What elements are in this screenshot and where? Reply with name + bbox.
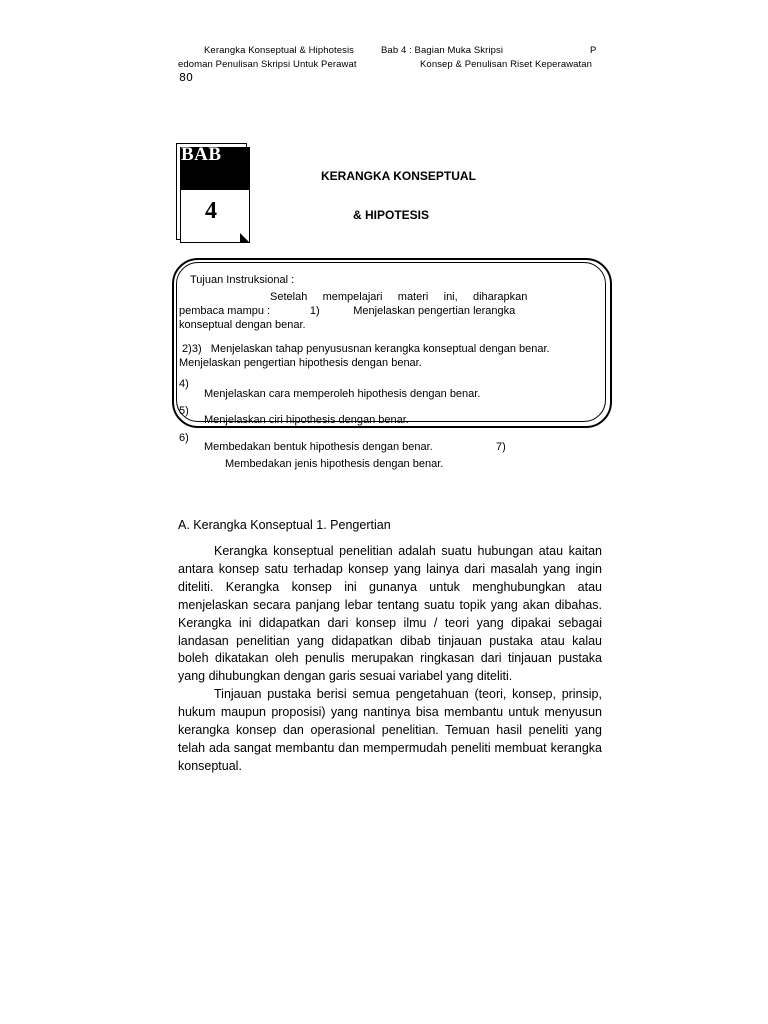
chapter-word: BAB bbox=[181, 144, 222, 165]
chapter-title-line2: & HIPOTESIS bbox=[353, 208, 430, 222]
header-book-subtitle: Konsep & Penulisan Riset Keperawatan bbox=[420, 59, 593, 70]
page-number: 80 bbox=[179, 71, 193, 84]
objective-number-5: 5) bbox=[179, 405, 189, 417]
objective-item-5: Menjelaskan ciri hipothesis dengan benar. bbox=[204, 414, 409, 426]
objective-item-2-3: 2)3) Menjelaskan tahap penyususnan kerangka konseptual dengan benar. bbox=[179, 343, 550, 355]
header-chapter-part: Bab 4 : Bagian Muka Skripsi bbox=[381, 45, 504, 56]
objectives-intro-b: pembaca mampu : 1) Menjelaskan pengertian lerangka bbox=[179, 305, 516, 317]
body-paragraph-1: Kerangka konseptual penelitian adalah suatu hubungan atau kaitan antara konsep satu terhadap konsep yang lainya dari masalah yang ingin diteliti. Kerangka konsep ini gunanya untuk menghubungkan atau menjelaskan secara panjang lebar tentang suatu topik yang akan dibahas. Kerangka ini didapatkan dari konsep ilmu / teori yang dipakai sebagai landasan penelitian yang didapatkan dibab tinjauan pustaka atau kalau boleh dikatakan oleh penulis merupakan ringkasan dari tinjauan pustaka yang dihubungkan dengan garis sesuai variabel yang diteliti. bbox=[178, 544, 602, 684]
objectives-intro-a: Setelah mempelajari materi ini, diharapkan bbox=[270, 291, 528, 303]
chapter-badge-header bbox=[181, 144, 249, 190]
objectives-heading: Tujuan Instruksional : bbox=[190, 274, 295, 286]
chapter-title-line1: KERANGKA KONSEPTUAL bbox=[321, 169, 476, 183]
chapter-number: 4 bbox=[205, 198, 217, 224]
header-book-title: edoman Penulisan Skripsi Untuk Perawat bbox=[178, 59, 357, 70]
objective-item-6: Membedakan bentuk hipothesis dengan benar. bbox=[204, 441, 433, 453]
body-text bbox=[178, 543, 602, 776]
section-heading: A. Kerangka Konseptual 1. Pengertian bbox=[178, 518, 391, 532]
objectives-intro-c: konseptual dengan benar. bbox=[179, 319, 306, 331]
objective-item-3-text: Menjelaskan pengertian hipothesis dengan benar. bbox=[179, 357, 422, 369]
objective-number-4: 4) bbox=[179, 378, 189, 390]
body-paragraph-2: Tinjauan pustaka berisi semua pengetahuan (teori, konsep, prinsip, hukum maupun proposisi) yang nantinya bisa membantu untuk menyusun kerangka konsep dan operasional penelitian. Temuan hasil peneliti yang telah ada sangat membantu dan mempermudah peneliti membuat kerangka konseptual. bbox=[178, 687, 602, 773]
objective-item-4: Menjelaskan cara memperoleh hipothesis dengan benar. bbox=[204, 388, 481, 400]
page-fold-corner bbox=[240, 233, 250, 243]
objective-number-6: 6) bbox=[179, 432, 189, 444]
chapter-badge bbox=[180, 144, 250, 243]
objective-item-7: Membedakan jenis hipothesis dengan benar. bbox=[225, 458, 444, 470]
objective-number-7: 7) bbox=[496, 441, 506, 453]
header-chapter-topic: Kerangka Konseptual & Hiphotesis bbox=[204, 45, 355, 56]
header-fragment: P bbox=[590, 45, 597, 56]
